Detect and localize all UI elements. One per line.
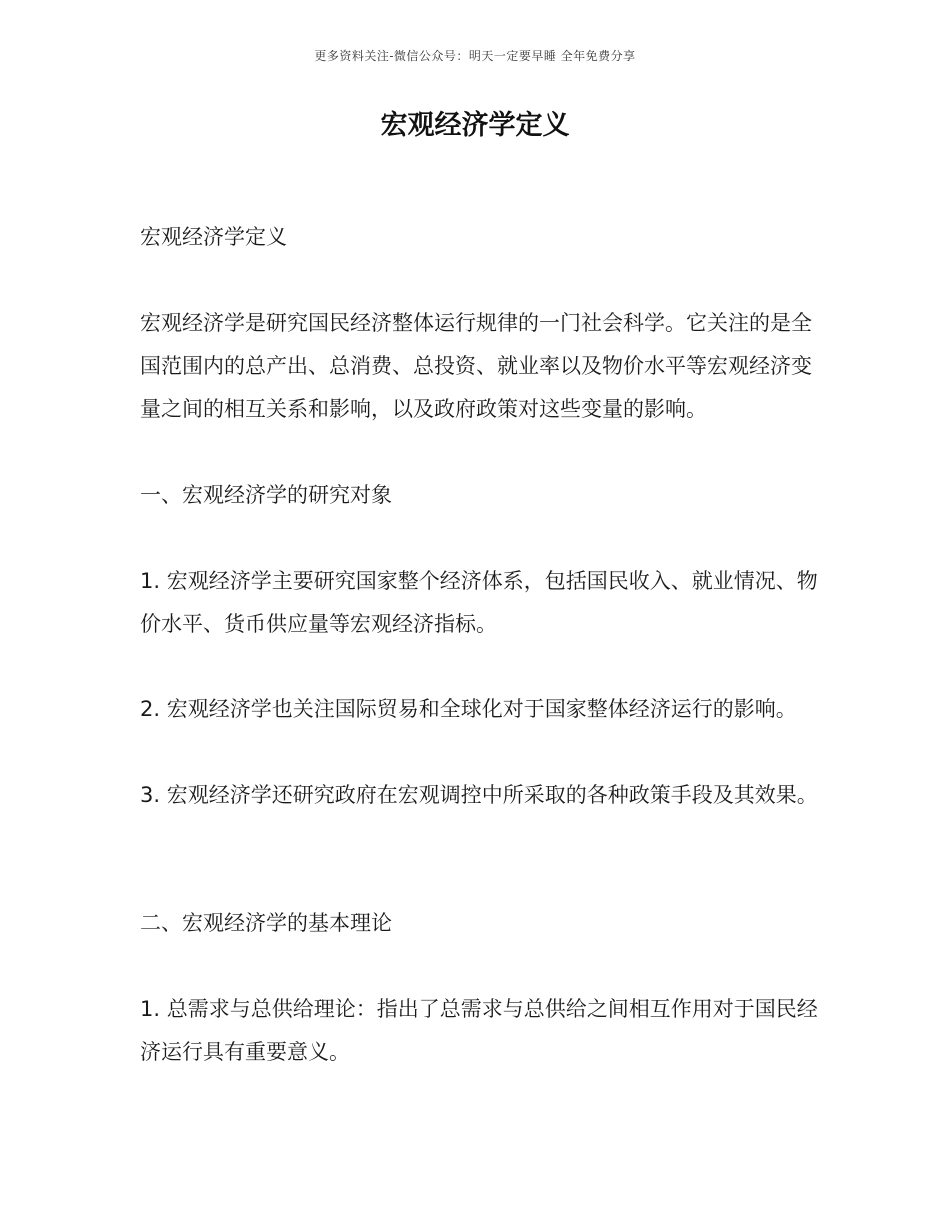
list-item: 2. 宏观经济学也关注国际贸易和全球化对于国家整体经济运行的影响。 bbox=[140, 697, 797, 721]
intro-paragraph: 宏观经济学是研究国民经济整体运行规律的一门社会科学。它关注的是全国范围内的总产出、总消费、总投资、就业率以及物价水平等宏观经济变量之间的相互关系和影响，以及政府政策对这些变量的影响。 bbox=[140, 311, 812, 421]
subtitle: 宏观经济学定义 bbox=[140, 225, 287, 249]
list-item: 1. 宏观经济学主要研究国家整个经济体系，包括国民收入、就业情况、物价水平、货币供应量等宏观经济指标。 bbox=[140, 569, 818, 636]
list-item: 1. 总需求与总供给理论：指出了总需求与总供给之间相互作用对于国民经济运行具有重要意义。 bbox=[140, 997, 818, 1064]
section-heading-research-object: 一、宏观经济学的研究对象 bbox=[140, 483, 392, 507]
document-title: 宏观经济学定义 bbox=[380, 110, 570, 141]
list-item: 3. 宏观经济学还研究政府在宏观调控中所采取的各种政策手段及其效果。 bbox=[140, 783, 818, 807]
section-heading-basic-theory: 二、宏观经济学的基本理论 bbox=[140, 911, 392, 935]
header-note: 更多资料关注-微信公众号：明天一定要早睡 全年免费分享 bbox=[314, 49, 636, 63]
